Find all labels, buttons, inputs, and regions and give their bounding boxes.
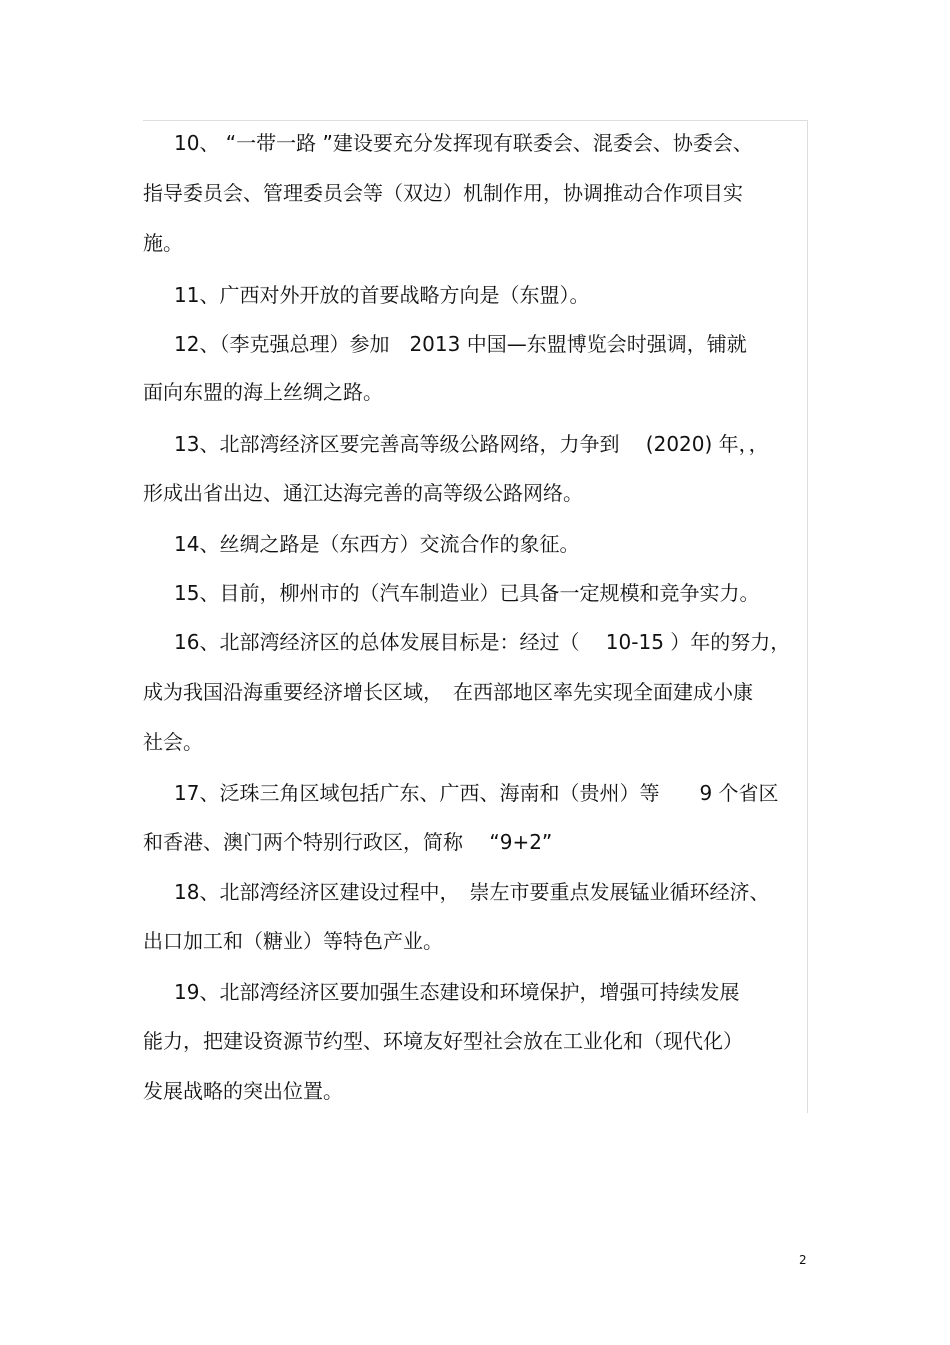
text-line: 形成出省出边、通江达海完善的高等级公路网络。 <box>143 481 583 505</box>
text-line: 11、广西对外开放的首要战略方向是（东盟）。 <box>174 283 590 307</box>
text-line: 18、北部湾经济区建设过程中， 崇左市要重点发展锰业循环经济、 <box>174 880 770 904</box>
text-line: 施。 <box>143 231 183 255</box>
text-line: 10、 “一带一路 ”建设要充分发挥现有联委会、混委会、协委会、 <box>174 131 753 155</box>
text-line: 19、北部湾经济区要加强生态建设和环境保护，增强可持续发展 <box>174 980 740 1004</box>
text-line: 14、丝绸之路是（东西方）交流合作的象征。 <box>174 532 580 556</box>
text-line: 17、泛珠三角区域包括广东、广西、海南和（贵州）等 9 个省区 <box>174 781 779 805</box>
page-number: 2 <box>799 1253 807 1267</box>
text-line: 12、（李克强总理）参加 2013 中国—东盟博览会时强调，铺就 <box>174 332 747 356</box>
text-line: 社会。 <box>143 730 203 754</box>
text-line: 16、北部湾经济区的总体发展目标是：经过（ 10-15 ）年的努力， <box>174 630 791 654</box>
text-line: 能力，把建设资源节约型、环境友好型社会放在工业化和（现代化） <box>143 1029 743 1053</box>
text-line: 出口加工和（糖业）等特色产业。 <box>143 929 443 953</box>
text-line: 发展战略的突出位置。 <box>143 1079 343 1103</box>
content-frame <box>143 120 808 1113</box>
text-line: 面向东盟的海上丝绸之路。 <box>143 380 383 404</box>
text-line: 成为我国沿海重要经济增长区域， 在西部地区率先实现全面建成小康 <box>143 680 753 704</box>
text-line: 和香港、澳门两个特别行政区，简称 “9+2” <box>143 830 553 854</box>
text-line: 15、目前，柳州市的（汽车制造业）已具备一定规模和竞争实力。 <box>174 581 760 605</box>
text-line: 13、北部湾经济区要完善高等级公路网络，力争到 (2020) 年，， <box>174 432 769 456</box>
text-line: 指导委员会、管理委员会等（双边）机制作用，协调推动合作项目实 <box>143 181 743 205</box>
